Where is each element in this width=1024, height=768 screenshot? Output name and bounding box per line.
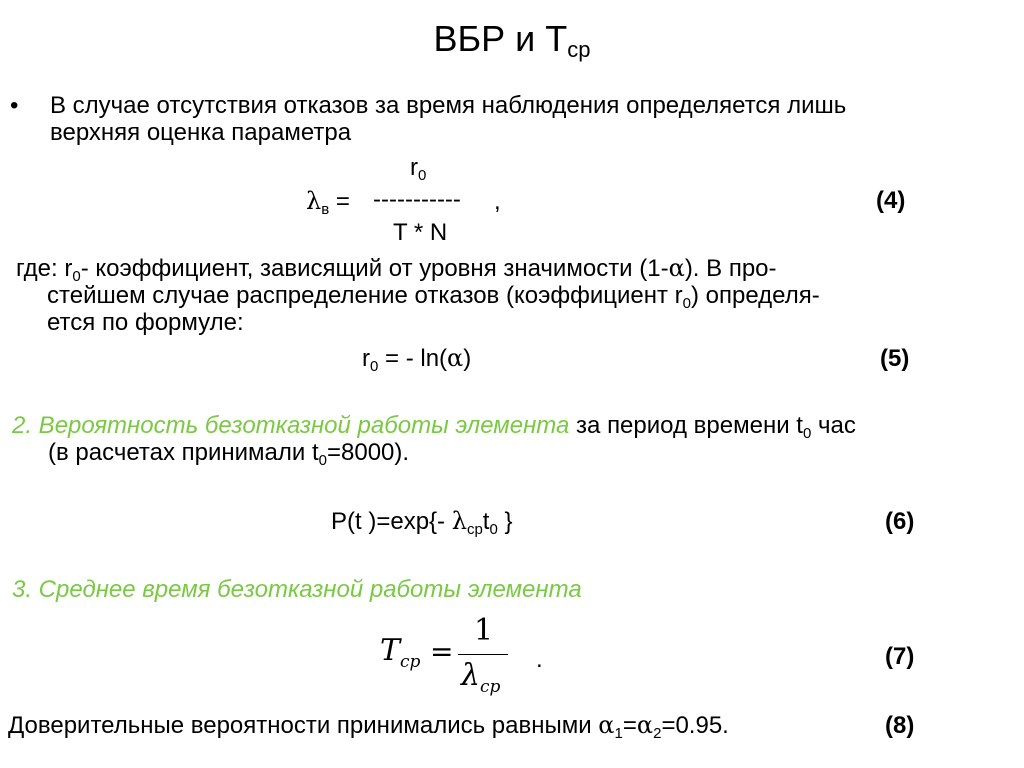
formula6: P(t )=exp{- $\lambda_{ср}t_0$ } xyxy=(331,507,513,538)
alpha-symbol: α xyxy=(598,711,615,739)
formula7-numerator: 1 xyxy=(474,613,494,648)
formula4-numerator: $r_0$ xyxy=(410,154,427,184)
bullet-icon: • xyxy=(10,92,19,119)
lambda-symbol: λ xyxy=(451,507,467,535)
formula4-denominator: T * N xyxy=(393,219,448,246)
alpha-symbol: α xyxy=(668,254,685,282)
formula6-number: (6) xyxy=(885,508,915,535)
alpha-symbol: α xyxy=(636,711,654,739)
formula5: $r_0$ = - ln(α) xyxy=(362,344,472,375)
formula7-dot: . xyxy=(536,646,543,673)
where-line-3: ется по формуле: xyxy=(47,309,244,336)
formula7-lhs: $T_{ср}$ xyxy=(380,633,421,672)
lambda-symbol: λ xyxy=(461,658,481,693)
formula4-comma: , xyxy=(494,188,501,215)
formula4-lhs: $\lambda_в$ = xyxy=(306,187,350,218)
formula4-fraction-dashes: ----------- xyxy=(373,186,461,213)
title-subscript: ср xyxy=(567,37,591,62)
formula5-number: (5) xyxy=(880,345,910,372)
bullet-line-2: верхняя оценка параметра xyxy=(50,119,352,146)
confidence-line: Доверительные вероятности принимались равными $\alpha_1=\alpha_2=0.95$. xyxy=(8,711,729,742)
where-line-1: где: $r_0-$ коэффициент, зависящий от уровня значимости (1-α). В про- xyxy=(16,254,777,285)
formula7-equals: = xyxy=(430,635,454,668)
formula7-fraction-bar xyxy=(458,654,508,655)
section2-heading: 2. Вероятность безотказной работы элемента xyxy=(12,412,570,439)
lambda-symbol: λ xyxy=(306,187,322,215)
section2-line-2: (в расчетах принимали $t_0=8000$). xyxy=(48,439,410,469)
formula7-denominator: $\lambda_{ср}$ xyxy=(461,658,501,697)
alpha-symbol: α xyxy=(447,344,464,372)
where-line-2: стейшем случае распределение отказов (коэффициент $r_0$) определя- xyxy=(47,282,820,312)
formula4-number: (4) xyxy=(876,187,906,214)
bullet-line-1: В случае отсутствия отказов за время наблюдения определяется лишь xyxy=(50,92,847,119)
formula7-number: (7) xyxy=(885,643,915,670)
section2-line-1: 2. Вероятность безотказной работы элемента за период времени $t_0$ час xyxy=(12,412,856,442)
slide-title: ВБР и $Т_{ср}$ xyxy=(433,18,591,62)
footer-number: (8) xyxy=(885,712,915,739)
section3-heading: 3. Среднее время безотказной работы элемента xyxy=(12,576,582,603)
